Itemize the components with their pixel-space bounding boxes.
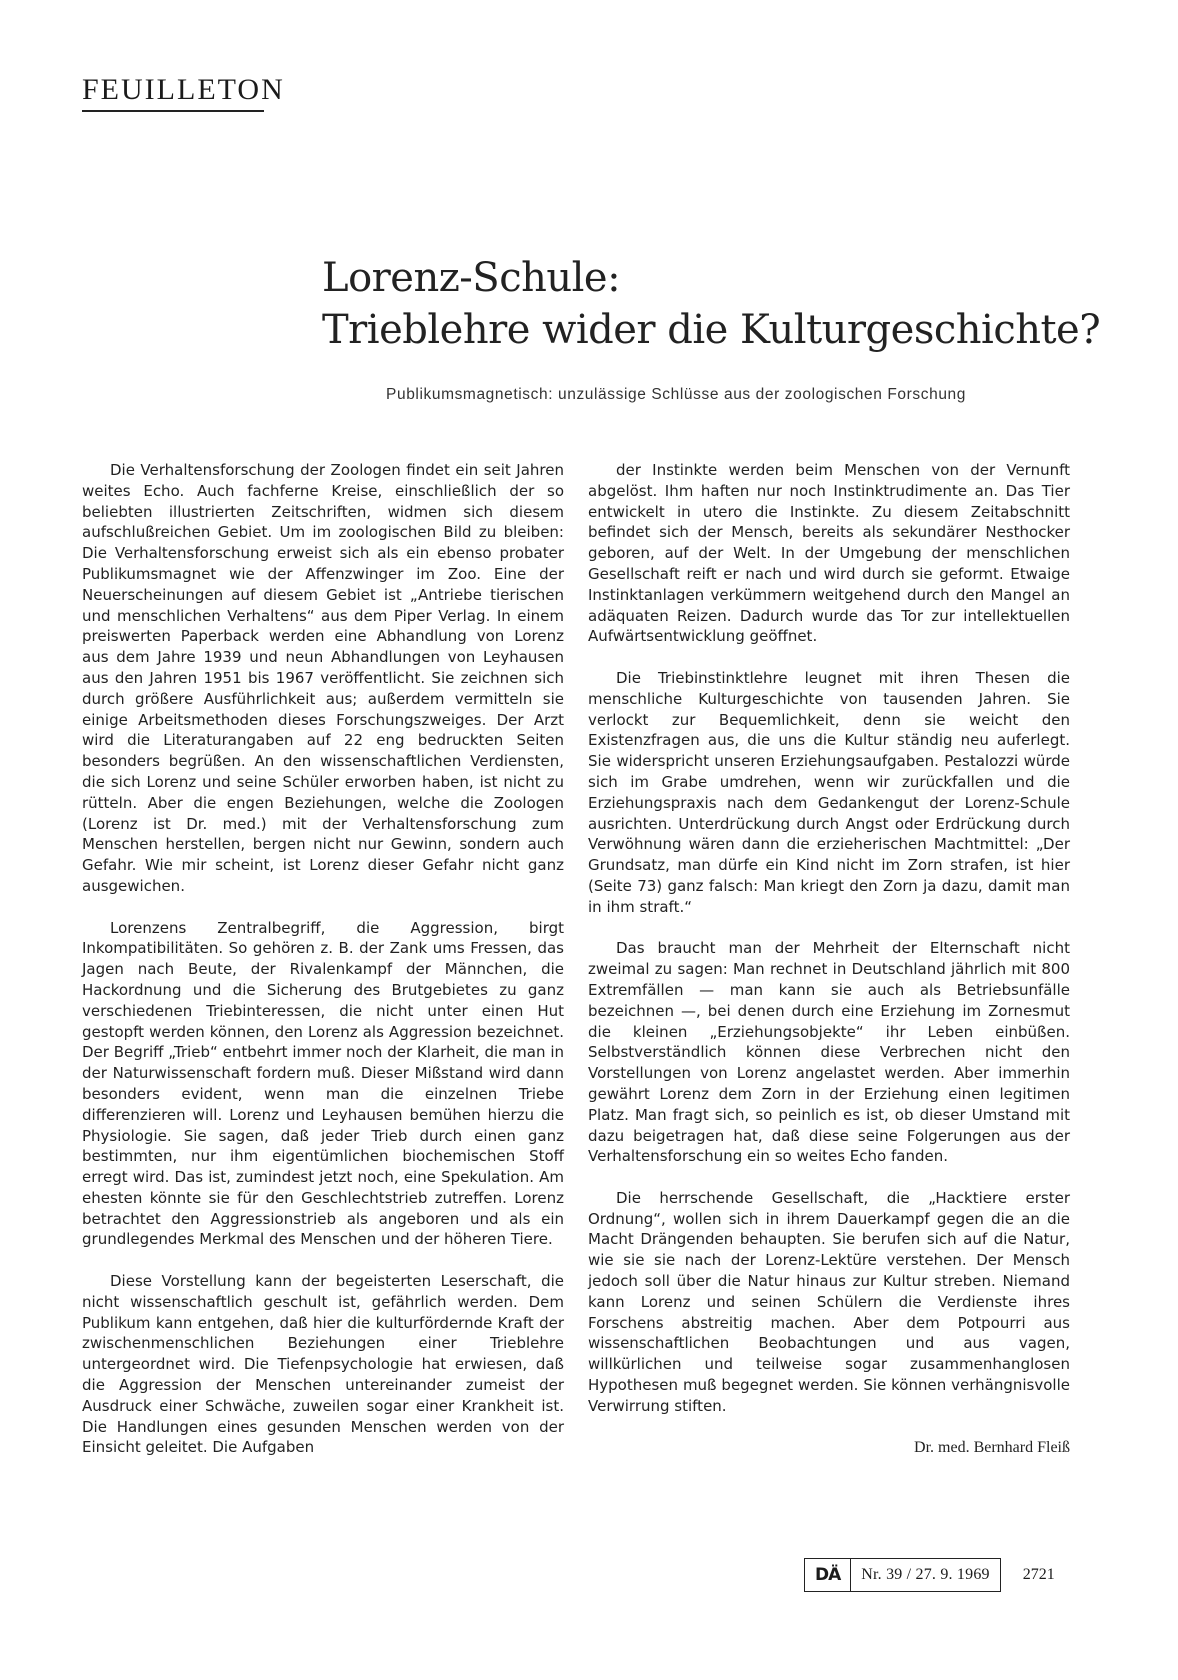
paragraph: Die herrschende Gesellschaft, die „Hacktiere erster Ordnung“, wollen sich in ihrem Dauerkampf gegen die an die Macht Drängenden behaupten. Sie berufen sich auf die Natur, wie sie sie nach der Lorenz-Lektüre verstehen. Der Mensch jedoch soll über die Natur hinaus zur Kultur streben. Niemand kann Lorenz und seinen Schülern die Verdienste ihres Forschens abstreitig machen. Aber dem Potpourri aus wissenschaftlichen Beobachtungen und aus vagen, willkürlichen und teilweise sogar zusammenhanglosen Hypothesen muß begegnet werden. Sie können verhängnisvolle Verwirrung stiften. [588,1188,1070,1415]
right-column [588,460,1070,1459]
journal-logo: DÄ [805,1559,851,1591]
issue-info: Nr. 39 / 27. 9. 1969 [861,1566,990,1583]
article-subtitle: Publikumsmagnetisch: unzulässige Schlüsse aus der zoologischen Forschung [386,386,966,403]
page-number: 2721 [1022,1566,1055,1583]
left-column [82,460,564,1458]
paragraph: Lorenzens Zentralbegriff, die Aggression, birgt Inkompatibilitäten. So gehören z. B. der Zank ums Fressen, das Jagen nach Beute, der Rivalenkampf der Männchen, die Hackordnung und die Sicherung des Brutgebietes zu ganz verschiedenen Triebinteressen, die nicht unter einen Hut gestopft werden können, den Lorenz als Aggression bezeichnet. Der Begriff „Trieb“ entbehrt immer noch der Klarheit, die man in der Naturwissenschaft fordern muß. Dieser Mißstand wird dann besonders evident, wenn man die einzelnen Triebe differenzieren will. Lorenz und Leyhausen bemühen hierzu die Physiologie. Sie sagen, daß jeder Trieb durch einen ganz bestimmten, nur ihm eigentümlichen biochemischen Stoff erregt wird. Das ist, zumindest jetzt noch, eine Spekulation. Am ehesten könnte sie für den Geschlechtstrieb zutreffen. Lorenz betrachtet den Aggressionstrieb als angeboren und als ein grundlegendes Merkmal des Menschen und der höheren Tiere. [82,918,564,1249]
paragraph: Das braucht man der Mehrheit der Elternschaft nicht zweimal zu sagen: Man rechnet in Deutschland jährlich mit 800 Extremfällen — man kann sie auch als Betriebsunfälle bezeichnen —, bei denen durch eine Erziehung im Zornesmut die kleinen „Erziehungsobjekte“ ihr Leben einbüßen. Selbstverständlich können diese Verbrechen nicht den Vorstellungen von Lorenz angelastet werden. Aber immerhin gewährt Lorenz dem Zorn in der Erziehung einen legitimen Platz. Man fragt sich, so peinlich es ist, ob dieser Umstand mit dazu beigetragen hat, daß diese seine Folgerungen aus der Verhaltensforschung ein so weites Echo fanden. [588,939,1070,1166]
paragraph: Diese Vorstellung kann der begeisterten Leserschaft, die nicht wissenschaftlich geschult ist, gefährlich werden. Dem Publikum kann entgehen, daß hier die kulturfördernde Kraft der zwischenmenschlichen Beziehungen einer Trieblehre untergeordnet wird. Die Tiefenpsychologie hat erwiesen, daß die Aggression der Menschen untereinander zumeist der Ausdruck einer Schwäche, zuweilen sogar einer Krankheit ist. Die Handlungen eines gesunden Menschen werden von der Einsicht geleitet. Die Aufgaben [82,1272,564,1457]
issue-box [804,1558,1001,1592]
paragraph: Die Verhaltensforschung der Zoologen findet ein seit Jahren weites Echo. Auch fachferne Kreise, einschließlich der so beliebten illustrierten Zeitschriften, widmen sich diesem aufschlußreichen Gebiet. Um im zoologischen Bild zu bleiben: Die Verhaltensforschung erweist sich als ein ebenso probater Publikumsmagnet wie der Affenzwinger im Zoo. Eine der Neuerscheinungen auf diesem Gebiet ist „Antriebe tierischen und menschlichen Verhaltens“ aus dem Piper Verlag. In einem preiswerten Paperback werden eine Abhandlung von Lorenz aus dem Jahre 1939 und neun Abhandlungen von Leyhausen aus den Jahren 1951 bis 1967 veröffentlicht. Sie zeichnen sich durch größere Ausführlichkeit aus; außerdem vermitteln sie einige Arbeitsmethoden dieses Forschungszweiges. Der Arzt wird die Literaturangaben auf 22 eng bedruckten Seiten besonders begrüßen. An den wissenschaftlichen Verdiensten, die sich Lorenz und seine Schüler erworben haben, ist nicht zu rütteln. Aber die engen Beziehungen, welche die Zoologen (Lorenz ist Dr. med.) mit der Verhaltensforschung zum Menschen herstellen, bergen nicht nur Gewinn, sondern auch Gefahr. Wie mir scheint, ist Lorenz dieser Gefahr nicht ganz ausgewichen. [82,461,564,895]
article-title [322,252,1112,356]
article-title-line-1: Lorenz-Schule: [322,255,621,301]
page-footer [804,1558,1055,1592]
section-label: FEUILLETON [82,72,264,112]
author-signature: Dr. med. Bernhard Fleiß [914,1439,1070,1457]
paragraph: der Instinkte werden beim Menschen von der Vernunft abgelöst. Ihm haften nur noch Instinktrudimente an. Das Tier entwickelt in utero die Instinkte. Zu diesem Zeitabschnitt befindet sich der Mensch, bereits als sekundärer Nesthocker geboren, auf der Welt. In der Umgebung der menschlichen Gesellschaft reift er nach und wird durch sie geformt. Etwaige Instinktanlagen verkümmern weitgehend durch den Mangel an adäquaten Reizen. Dadurch wurde das Tor zur intellektuellen Aufwärtsentwicklung geöffnet. [588,461,1070,646]
article-title-line-2: Trieblehre wider die Kulturgeschichte? [322,307,1101,353]
paragraph: Die Triebinstinktlehre leugnet mit ihren Thesen die menschliche Kulturgeschichte von tausenden Jahren. Sie verlockt zur Bequemlichkeit, denn sie weicht den Existenzfragen aus, die uns die Kultur ständig neu auferlegt. Sie widerspricht unseren Erziehungsaufgaben. Pestalozzi würde sich im Grabe umdrehen, wenn wir zurückfallen und die Erziehungspraxis nach dem Gedankengut der Lorenz-Schule ausrichten. Unterdrückung durch Angst oder Erdrückung durch Verwöhnung wären dann die erzieherischen Machtmittel: „Der Grundsatz, man dürfe ein Kind nicht im Zorn strafen, ist hier (Seite 73) ganz falsch: Man kriegt den Zorn ja dazu, damit man in ihm straft.“ [588,668,1070,916]
